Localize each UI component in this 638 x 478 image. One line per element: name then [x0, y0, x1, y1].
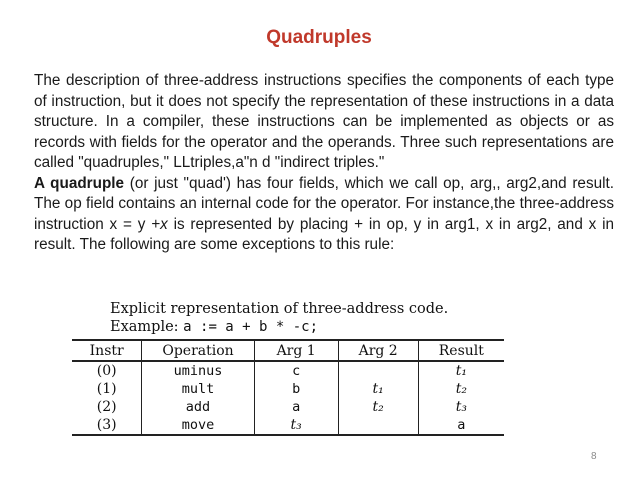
- cell-result: t₂: [418, 380, 504, 398]
- page-number: 8: [591, 451, 597, 462]
- paragraph-2-italic: +x: [151, 215, 168, 233]
- cell-arg2: [338, 416, 418, 435]
- bold-lead: A quadruple: [34, 174, 125, 192]
- cell-arg1: t₃: [254, 416, 338, 435]
- cell-arg1: a: [254, 398, 338, 416]
- header-instr: Instr: [72, 340, 142, 361]
- cell-op: mult: [142, 380, 254, 398]
- header-operation: Operation: [142, 340, 254, 361]
- cell-instr: (3): [72, 416, 142, 435]
- cell-op: uminus: [142, 361, 254, 380]
- table-header-row: [72, 340, 504, 361]
- table-row: [72, 361, 504, 380]
- cell-arg2: [338, 361, 418, 380]
- cell-op: add: [142, 398, 254, 416]
- table-row: [72, 416, 504, 435]
- cell-arg2: t₁: [338, 380, 418, 398]
- paragraph-1: The description of three-address instructions specifies the components of each type of instruction, but it does not specify the representation of these instructions in a data structure. In a compiler, these instructions can be implemented as objects or as records with fields for the operator and the operands. Three such representations are called "quadruples," LLtriples,a"n d "indirect triples.": [34, 72, 614, 171]
- body-text: [34, 71, 614, 256]
- paragraph-2: [34, 174, 614, 256]
- cell-result: a: [418, 416, 504, 435]
- header-arg1: Arg 1: [254, 340, 338, 361]
- paragraph-2-text-b: is represented by placing + in op, y in arg1, x in arg2, and x in result. The following are some exceptions to this rule:: [34, 215, 614, 253]
- figure-line-1: Explicit representation of three-address code.: [110, 301, 449, 317]
- cell-arg2: t₂: [338, 398, 418, 416]
- paragraph-2-text-a: (or just "quad') has four fields, which we call op, arg,, arg2,and result. The op field contains an internal code for the operator. For instance,the three-address instruction x = y: [34, 174, 614, 233]
- cell-result: t₃: [418, 398, 504, 416]
- example-label: Example:: [110, 319, 184, 335]
- table-row: [72, 398, 504, 416]
- header-arg2: Arg 2: [338, 340, 418, 361]
- figure-caption: [110, 300, 448, 336]
- cell-result: t₁: [418, 361, 504, 380]
- cell-arg1: b: [254, 380, 338, 398]
- header-result: Result: [418, 340, 504, 361]
- cell-instr: (1): [96, 381, 117, 397]
- cell-op: move: [142, 416, 254, 435]
- example-code: a := a + b * -c;: [183, 319, 319, 335]
- cell-arg1: c: [254, 361, 338, 380]
- figure-line-2: [110, 318, 448, 336]
- quadruple-table: [72, 339, 504, 436]
- slide-title: Quadruples: [266, 27, 372, 48]
- cell-instr: (0): [96, 363, 117, 379]
- table-row: [72, 380, 504, 398]
- cell-instr: (2): [96, 399, 117, 415]
